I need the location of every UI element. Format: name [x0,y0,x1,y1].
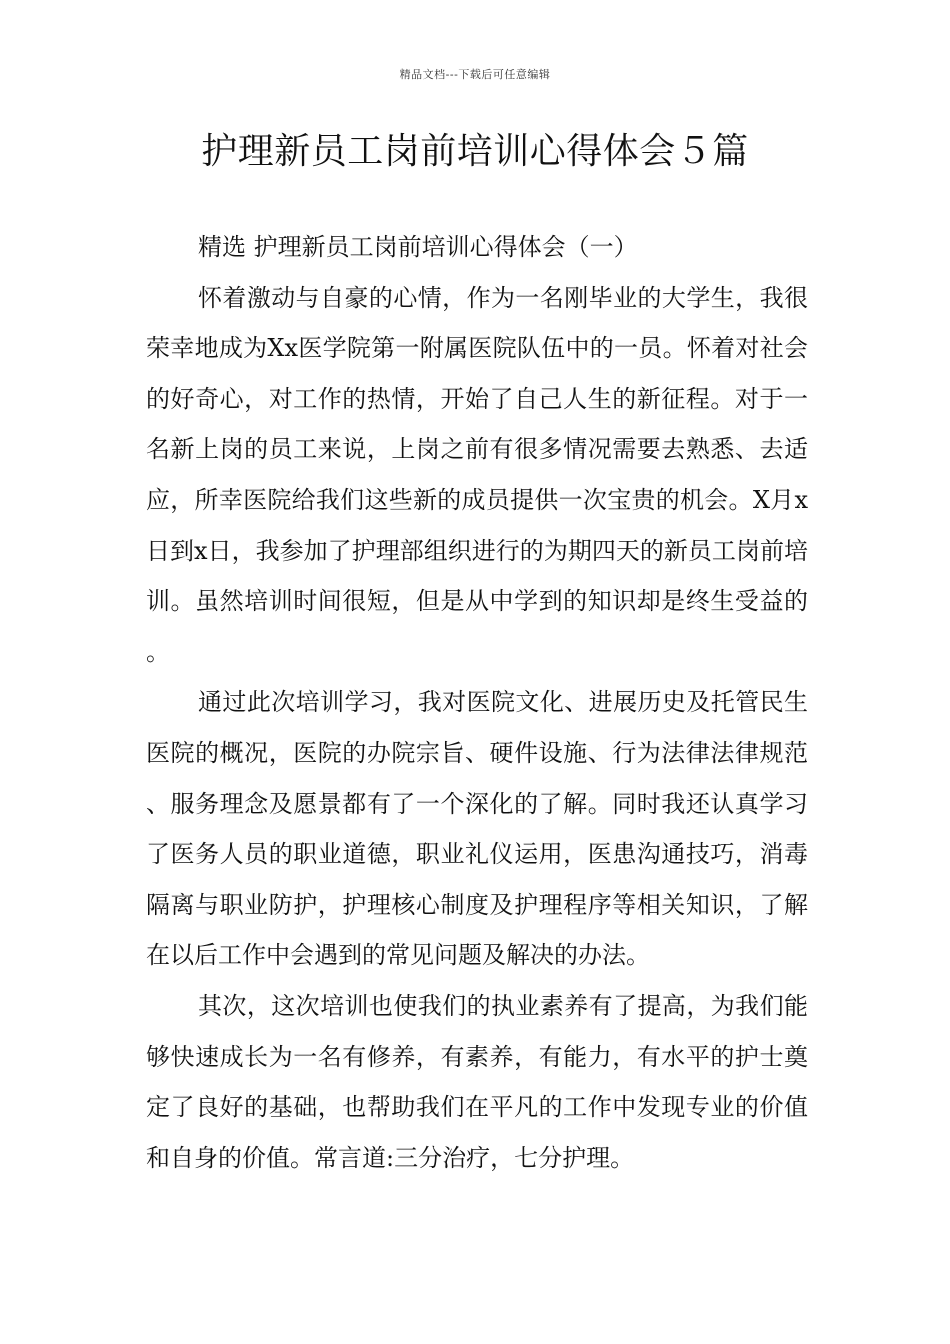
document-body [146,222,808,1183]
section-heading: 精选 护理新员工岗前培训心得体会（一） [198,233,638,261]
paragraph-3: 其次，这次培训也使我们的执业素养有了提高，为我们能够快速成长为一名有修养，有素养，有能力，有水平的护士奠定了良好的基础，也帮助我们在平凡的工作中发现专业的价值和自身的价值。常言道:三分治疗，七分护理。 [146,991,808,1172]
paragraph-2: 通过此次培训学习，我对医院文化、进展历史及托管民生医院的概况，医院的办院宗旨、硬件设施、行为法律法律规范、服务理念及愿景都有了一个深化的了解。同时我还认真学习了医务人员的职业道德，职业礼仪运用，医患沟通技巧，消毒隔离与职业防护，护理核心制度及护理程序等相关知识，了解在以后工作中会遇到的常见问题及解决的办法。 [146,688,808,970]
paragraph-1: 怀着激动与自豪的心情，作为一名刚毕业的大学生，我很荣幸地成为Xx医学院第一附属医院队伍中的一员。怀着对社会的好奇心，对工作的热情，开始了自己人生的新征程。对于一名新上岗的员工来说，上岗之前有很多情况需要去熟悉、去适应，所幸医院给我们这些新的成员提供一次宝贵的机会。X月x日到x日，我参加了护理部组织进行的为期四天的新员工岗前培训。虽然培训时间很短，但是从中学到的知识却是终生受益的。 [146,283,808,666]
header-note: 精品文档---下载后可任意编辑 [399,68,551,81]
document-title: 护理新员工岗前培训心得体会５篇 [201,131,749,172]
